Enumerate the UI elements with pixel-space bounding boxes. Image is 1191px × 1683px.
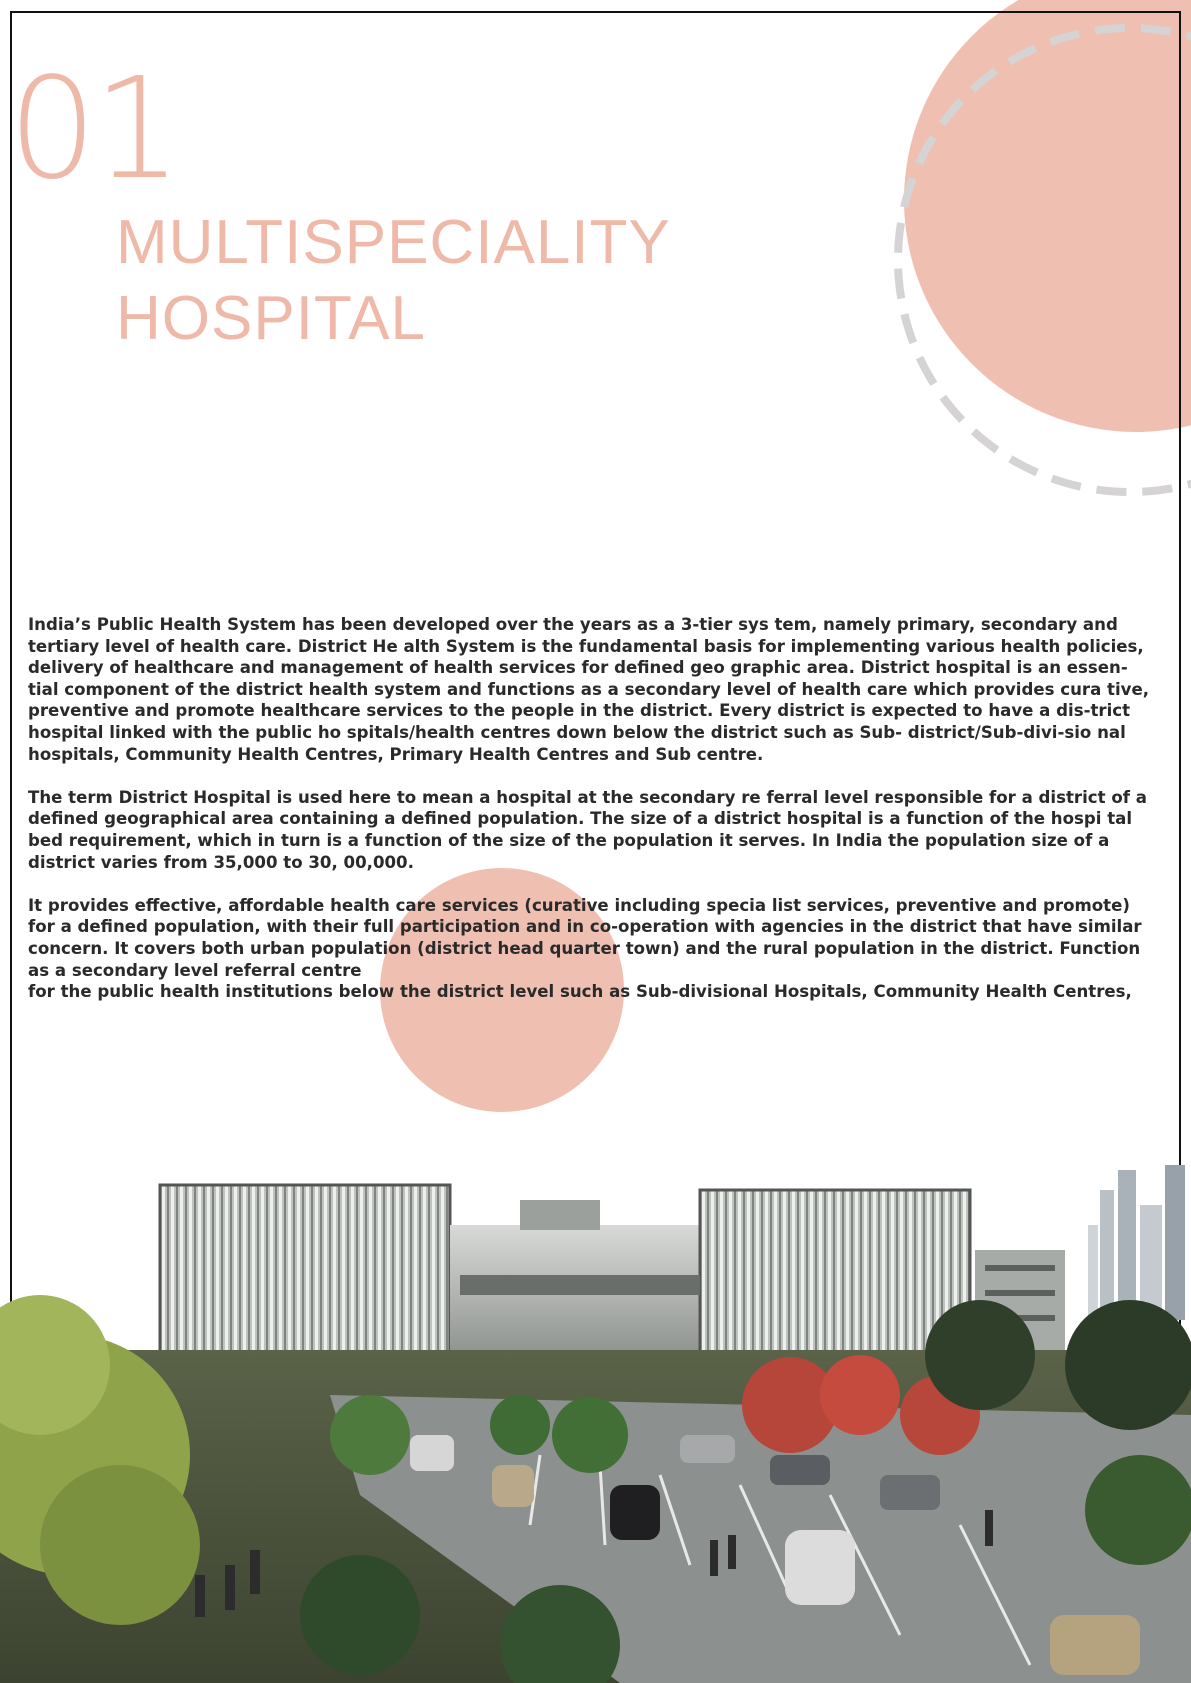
- paragraph-3-line-1: It provides effective, affordable health care services (curative including specia list services, preventive and promote) for a defined population, with their full participation and in co-operation with agencies in the district that have similar concern. It covers both urban population (district head quarter town) and the rural population in the district. Function as a secondary level referral centre: [28, 895, 1142, 980]
- body-text: [28, 614, 1158, 1003]
- title-line-1: MULTISPECIALITY: [116, 208, 671, 277]
- paragraph-1: India’s Public Health System has been developed over the years as a 3-tier sys tem, namely primary, secondary and tertiary level of health care. District He alth System is the fundamental basis for implementing various health policies, delivery of healthcare and management of health services for defined geo graphic area. District hospital is an essen-tial component of the district health system and functions as a secondary level of health care which provides cura tive, preventive and promote healthcare services to the people in the district. Every district is expected to have a dis-trict hospital linked with the public ho spitals/health centres down below the district such as Sub- district/Sub-divi-sio nal hospitals, Community Health Centres, Primary Health Centres and Sub centre.: [28, 615, 1150, 764]
- paragraph-2: The term District Hospital is used here to mean a hospital at the secondary re ferral level responsible for a district of a defined geographical area containing a defined population. The size of a district hospital is a function of the hospi tal bed requirement, which in turn is a function of the size of the population it serves. In India the population size of a district varies from 35,000 to 30, 00,000.: [28, 787, 1147, 872]
- section-title: [116, 205, 671, 357]
- hospital-rendering-image: [0, 1165, 1191, 1683]
- title-line-2: HOSPITAL: [116, 284, 427, 353]
- paragraph-3: [28, 895, 1158, 1003]
- section-number: 01: [8, 48, 179, 211]
- city-skyline: [1088, 1165, 1185, 1320]
- paragraph-3-line-2: for the public health institutions below the district level such as Sub-divisional Hospitals, Community Health Centres,: [28, 982, 1132, 1002]
- hospital-building: [160, 1185, 1065, 1355]
